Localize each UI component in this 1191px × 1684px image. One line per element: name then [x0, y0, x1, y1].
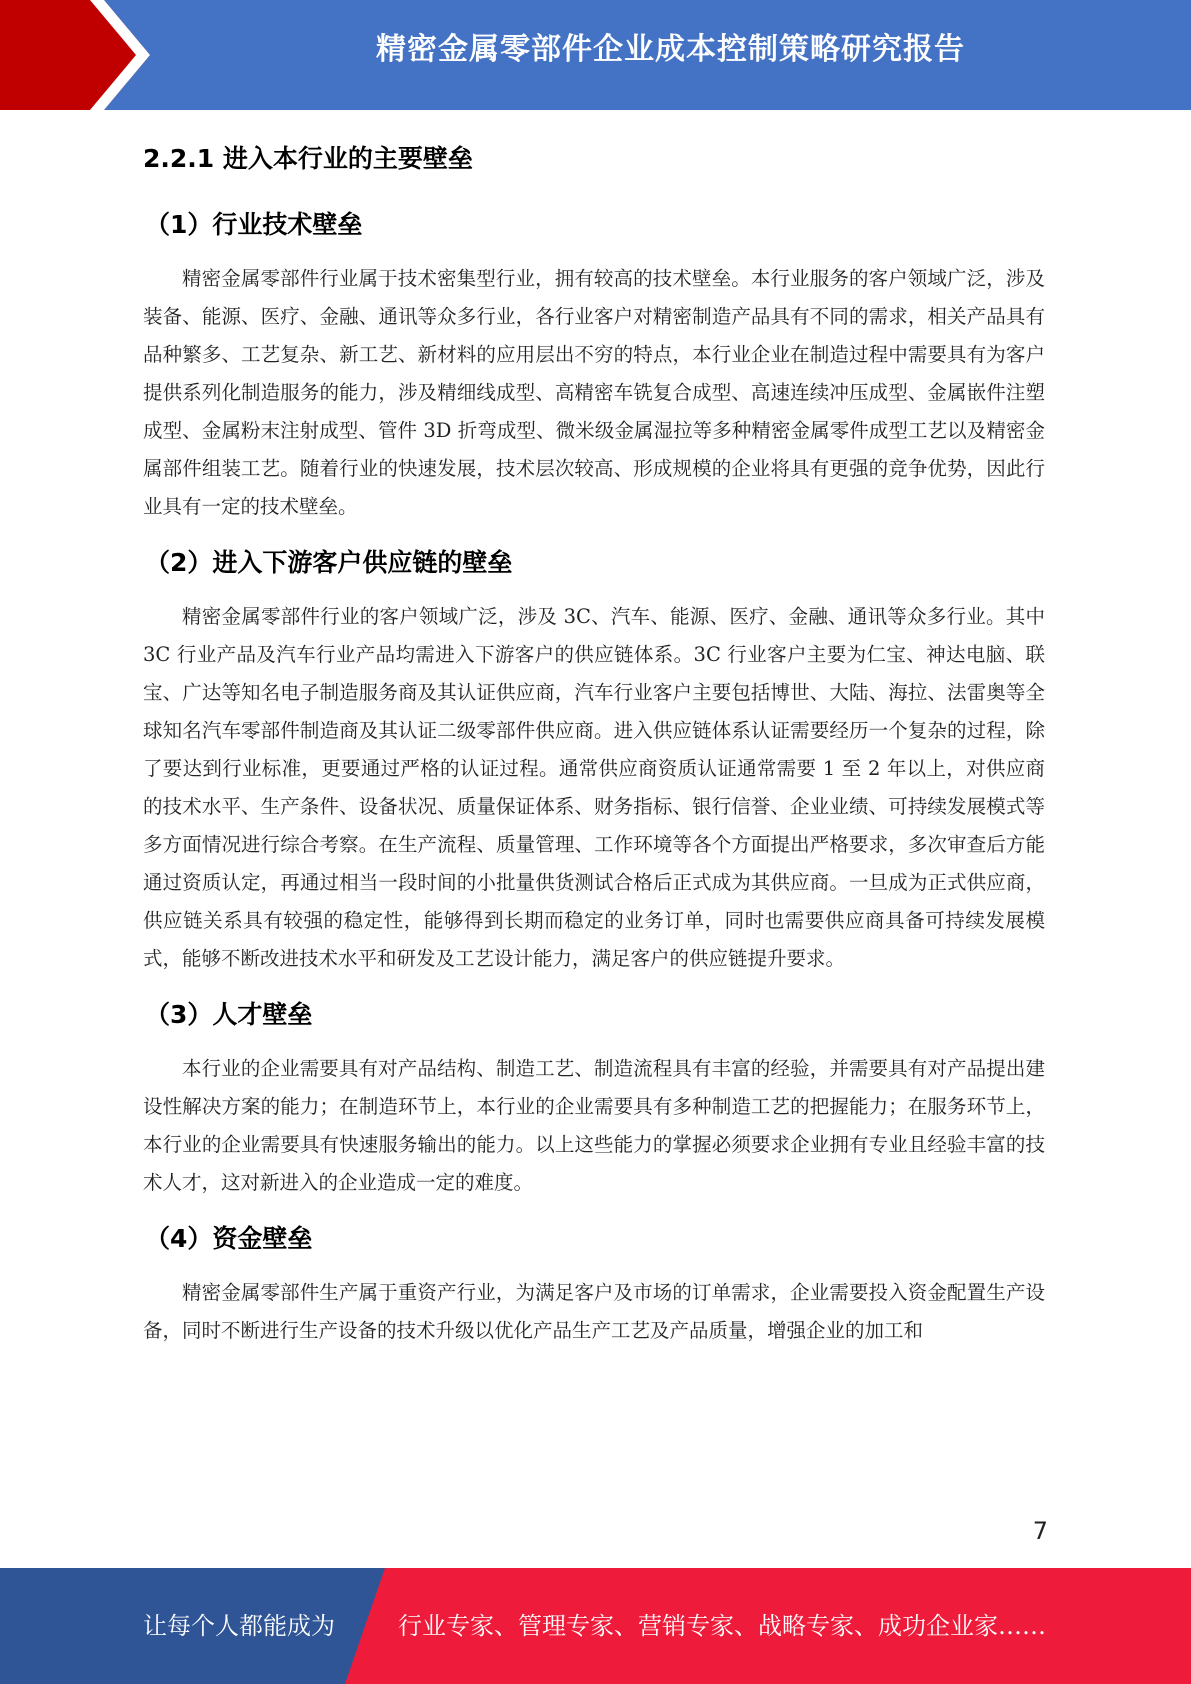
footer-slogan-right: 行业专家、管理专家、营销专家、战略专家、成功企业家…… — [398, 1612, 1046, 1640]
header-arrow-decoration — [0, 0, 150, 110]
document-body — [143, 120, 1045, 1364]
report-title: 精密金属零部件企业成本控制策略研究报告 — [376, 32, 965, 67]
paragraph-technology: 精密金属零部件行业属于技术密集型行业，拥有较高的技术壁垒。本行业服务的客户领域广泛，涉及装备、能源、医疗、金融、通讯等众多行业，各行业客户对精密制造产品具有不同的需求，相关产品具有品种繁多、工艺复杂、新工艺、新材料的应用层出不穷的特点，本行业企业在制造过程中需要具有为客户提供系列化制造服务的能力，涉及精细线成型、高精密车铣复合成型、高速连续冲压成型、金属嵌件注塑成型、金属粉末注射成型、管件 3D 折弯成型、微米级金属湿拉等多种精密金属零件成型工艺以及精密金属部件组装工艺。随着行业的快速发展，技术层次较高、形成规模的企业将具有更强的竞争优势，因此行业具有一定的技术壁垒。 — [143, 267, 1045, 518]
footer-slogan-left: 让每个人都能成为 — [143, 1612, 335, 1640]
paragraph-capital: 精密金属零部件生产属于重资产行业，为满足客户及市场的订单需求，企业需要投入资金配置生产设备，同时不断进行生产设备的技术升级以优化产品生产工艺及产品质量，增强企业的加工和 — [143, 1281, 1045, 1342]
page-number: 7 — [1032, 1517, 1048, 1545]
paragraph-supply-chain: 精密金属零部件行业的客户领域广泛，涉及 3C、汽车、能源、医疗、金融、通讯等众多行业。其中 3C 行业产品及汽车行业产品均需进入下游客户的供应链体系。3C 行业客户主要为仁宝、神达电脑、联宝、广达等知名电子制造服务商及其认证供应商，汽车行业客户主要包括博世、大陆、海拉、法雷奥等全球知名汽车零部件制造商及其认证二级零部件供应商。进入供应链体系认证需要经历一个复杂的过程，除了要达到行业标准，更要通过严格的认证过程。通常供应商资质认证通常需要 1 至 2 年以上，对供应商的技术水平、生产条件、设备状况、质量保证体系、财务指标、银行信誉、企业业绩、可持续发展模式等多方面情况进行综合考察。在生产流程、质量管理、工作环境等各个方面提出严格要求，多次审查后方能通过资质认定，再通过相当一段时间的小批量供货测试合格后正式成为其供应商。一旦成为正式供应商，供应链关系具有较强的稳定性，能够得到长期而稳定的业务订单，同时也需要供应商具备可持续发展模式，能够不断改进技术水平和研发及工艺设计能力，满足客户的供应链提升要求。 — [143, 605, 1045, 970]
paragraph-talent: 本行业的企业需要具有对产品结构、制造工艺、制造流程具有丰富的经验，并需要具有对产品提出建设性解决方案的能力；在制造环节上，本行业的企业需要具有多种制造工艺的把握能力；在服务环节上，本行业的企业需要具有快速服务输出的能力。以上这些能力的掌握必须要求企业拥有专业且经验丰富的技术人才，这对新进入的企业造成一定的难度。 — [143, 1057, 1045, 1194]
subsection-heading-capital: （4）资金壁垒 — [145, 1224, 313, 1253]
subsection-heading-talent: （3）人才壁垒 — [145, 1000, 313, 1029]
section-heading: 2.2.1 进入本行业的主要壁垒 — [143, 144, 473, 173]
subsection-heading-supply-chain: （2）进入下游客户供应链的壁垒 — [145, 548, 513, 577]
subsection-heading-technology: （1）行业技术壁垒 — [145, 210, 363, 239]
